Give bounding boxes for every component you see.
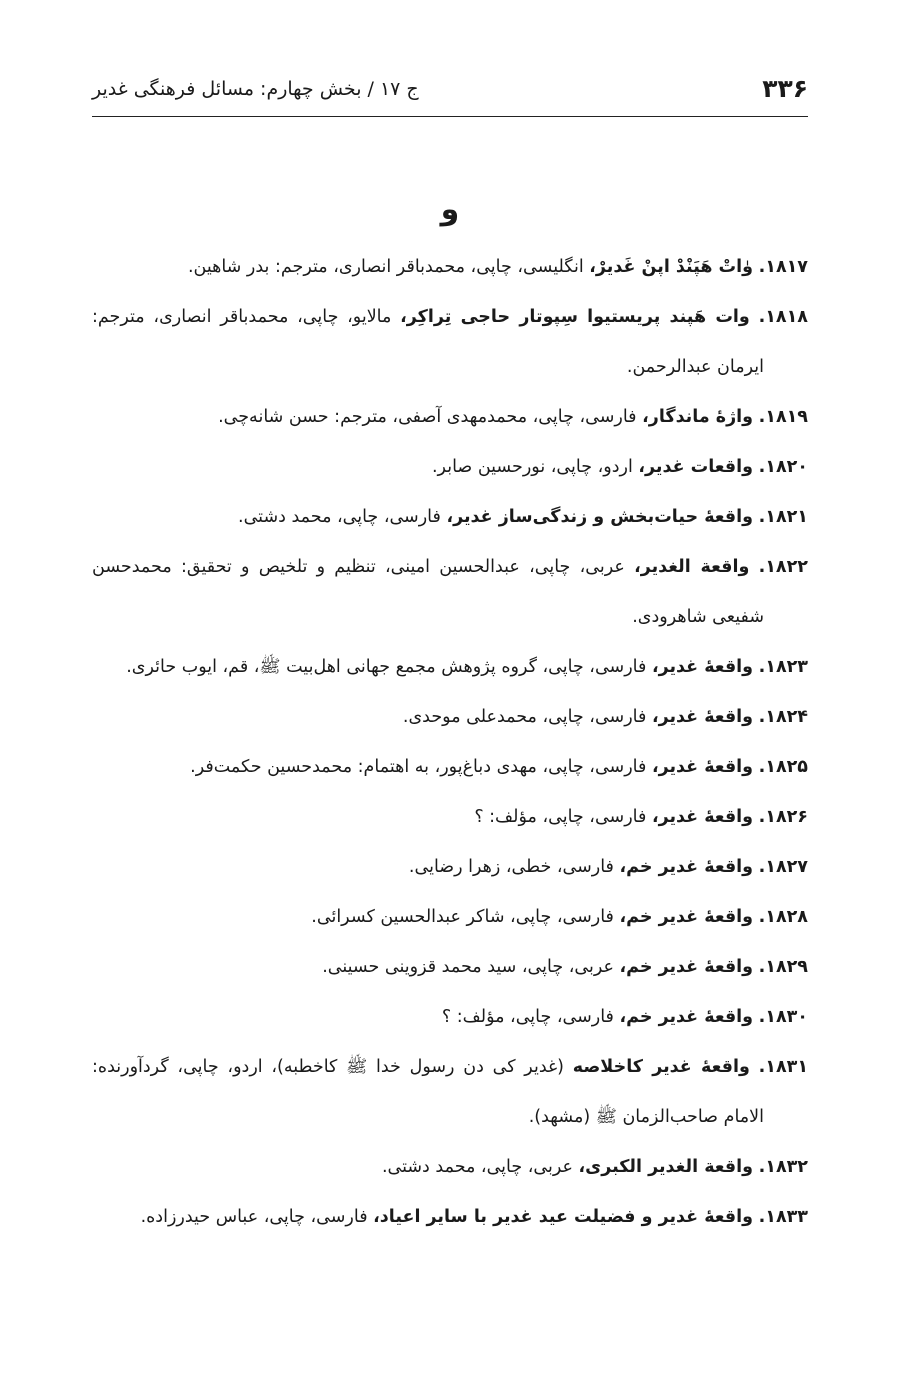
entry-number: ۱۸۳۲. [758,1157,808,1177]
entry-details: عربی، چاپی، محمد دشتی. [381,1157,573,1177]
entry-details: فارسی، چاپی، محمدعلی موحدی. [402,707,647,727]
bibliography-entry [92,1192,808,1242]
entry-title: واقعهٔ غدیر خم، [619,907,754,927]
entry-details: فارسی، خطی، زهرا رضایی. [408,857,614,877]
entry-number: ۱۸۱۹. [758,407,808,427]
entry-details: اردو، چاپی، نورحسین صابر. [431,457,633,477]
entry-title: وات هَپند پریستیوا سِپوتار حاجی تِراکِر، [400,307,750,327]
entry-title: واقعهٔ غدیر، [651,807,754,827]
entry-number: ۱۸۲۵. [758,757,808,777]
entry-number: ۱۸۲۸. [758,907,808,927]
entry-number: ۱۸۲۲. [758,557,808,577]
page-header [92,70,808,117]
bibliography-entry [92,742,808,792]
entry-number: ۱۸۲۰. [758,457,808,477]
entry-details: فارسی، چاپی، شاکر عبدالحسین کسرائی. [311,907,614,927]
entry-details: مالایو، چاپی، محمدباقر انصاری، مترجم: ایرمان عبدالرحمن. [92,307,764,377]
entry-number: ۱۸۳۳. [758,1207,808,1227]
entry-number: ۱۸۲۱. [758,507,808,527]
entry-title: واقعات غدیر، [638,457,754,477]
entry-title: واقعهٔ غدیر کاخلاصه [572,1057,750,1077]
bibliography-entry [92,1042,808,1142]
entry-title: واقعة الغدیر، [634,557,750,577]
entry-details: فارسی، چاپی، محمد دشتی. [238,507,441,527]
bibliography-entry [92,1142,808,1192]
bibliography-list [92,242,808,1242]
entry-details: انگلیسی، چاپی، محمدباقر انصاری، مترجم: بدر شاهین. [187,257,584,277]
bibliography-entry [92,942,808,992]
entry-details: عربی، چاپی، سید محمد قزوینی حسینی. [322,957,614,977]
entry-details: فارسی، چاپی، مؤلف: ؟ [441,1007,614,1027]
entry-title: واقعهٔ غدیر خم، [619,857,754,877]
entry-details: فارسی، چاپی، عباس حیدرزاده. [140,1207,368,1227]
section-heading: و [440,192,460,227]
bibliography-entry [92,642,808,692]
entry-number: ۱۸۱۸. [758,307,808,327]
entry-title: واقعهٔ غدیر، [651,707,754,727]
entry-number: ۱۸۱۷. [758,257,808,277]
entry-title: واقعة الغدیر الکبری، [578,1157,754,1177]
bibliography-entry [92,492,808,542]
entry-title: واژهٔ ماندگار، [642,407,754,427]
entry-details: فارسی، چاپی، محمدمهدی آصفی، مترجم: حسن شانه‌چی. [218,407,637,427]
entry-details: فارسی، چاپی، گروه پژوهش مجمع جهانی اهل‌بیت ﷺ، قم، ایوب حائری. [126,657,647,677]
entry-title: واقعهٔ حیات‌بخش و زندگی‌ساز غدیر، [446,507,754,527]
page-number: ۳۳۶ [762,74,808,103]
bibliography-entry [92,542,808,642]
entry-details: فارسی، چاپی، مهدی دباغ‌پور، به اهتمام: محمدحسین حکمت‌فر. [190,757,647,777]
bibliography-entry [92,242,808,292]
entry-details: فارسی، چاپی، مؤلف: ؟ [474,807,647,827]
bibliography-entry [92,892,808,942]
entry-number: ۱۸۲۷. [758,857,808,877]
bibliography-entry [92,792,808,842]
entry-number: ۱۸۲۴. [758,707,808,727]
entry-title: واقعهٔ غدیر، [651,757,754,777]
entry-title: واقعهٔ غدیر، [651,657,754,677]
entry-title: واقعهٔ غدیر خم، [619,1007,754,1027]
bibliography-entry [92,392,808,442]
bibliography-entry [92,842,808,892]
running-title: ج ۱۷ / بخش چهارم: مسائل فرهنگی غدیر [92,78,419,100]
entry-details: (غدیر کی دن رسول خدا ﷺ کاخطبه)، اردو، چاپی، گردآورنده: الامام صاحب‌الزمان ﷺ (مشهد). [92,1057,764,1127]
entry-title: واقعهٔ غدیر خم، [619,957,754,977]
entry-title: وٰاتْ هَپَنْدْ اپنْ غَدیرْ، [589,257,754,277]
entry-number: ۱۸۳۰. [758,1007,808,1027]
entry-number: ۱۸۲۳. [758,657,808,677]
bibliography-entry [92,692,808,742]
bibliography-entry [92,992,808,1042]
bibliography-entry [92,292,808,392]
bibliography-entry [92,442,808,492]
entry-number: ۱۸۳۱. [758,1057,809,1077]
entry-number: ۱۸۲۹. [758,957,808,977]
entry-number: ۱۸۲۶. [758,807,808,827]
entry-title: واقعهٔ غدیر و فضیلت عید غدیر با سایر اعیاد، [373,1207,754,1227]
entry-details: عربی، چاپی، عبدالحسین امینی، تنظیم و تلخیص و تحقیق: محمدحسن شفیعی شاهرودی. [92,557,764,627]
